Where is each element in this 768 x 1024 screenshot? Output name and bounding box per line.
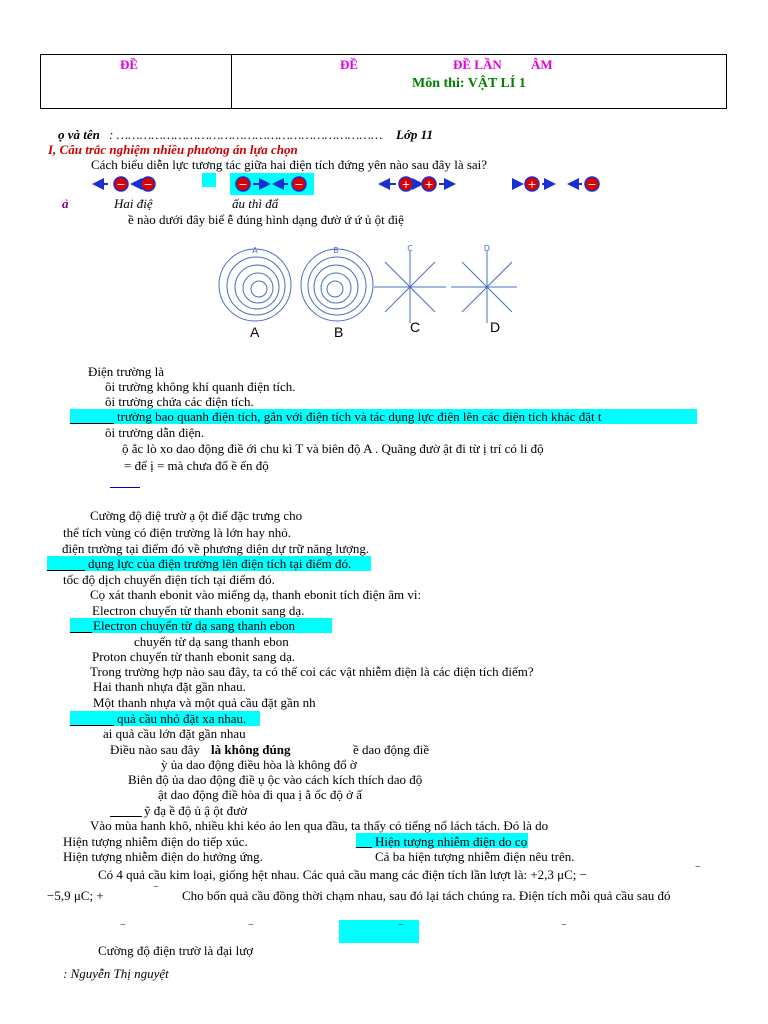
author-credit: : Nguyễn Thị nguyệt <box>63 966 169 981</box>
q9-answer-underline <box>356 847 372 848</box>
q10-option-d: − <box>561 920 567 931</box>
q10-option-b: − <box>248 920 254 931</box>
q7-option-b: Một thanh nhựa và một quả cầu đặt gần nh <box>93 695 316 710</box>
q10-line-2-sup: − <box>153 882 159 893</box>
q8-answer-underline <box>110 816 142 817</box>
q2-option-d-label: D <box>490 319 501 335</box>
header-subject: Môn thi: VẬT LÍ 1 <box>412 76 526 91</box>
q8-option-b: Biên độ ủa dao động điề ụ ộc vào cách kích thích dao độ <box>128 772 423 787</box>
q2-prefix: ả <box>62 196 69 211</box>
q6-option-b: Electron chuyển từ dạ sang thanh ebon <box>93 618 295 633</box>
q1-a-sign-1: − <box>116 178 126 191</box>
header-left-title: ĐỀ <box>120 57 139 72</box>
q6-answer-underline <box>70 632 92 633</box>
q2-option-c-label: C <box>410 319 421 335</box>
q3-option-b: ôi trường chứa các điện tích. <box>105 394 254 409</box>
q3-option-a: ôi trường không khí quanh điện tích. <box>105 379 296 394</box>
q5-option-c: dụng lực của điện trường lên điện tích tại điểm đó. <box>88 556 352 571</box>
student-name-dots: : …………………………………………………………… <box>109 127 383 142</box>
q7-option-c: quả cầu nhỏ đặt xa nhau. <box>117 711 247 726</box>
q4-line-2: = để ị = mà chưa đổ ề ển độ <box>124 458 269 473</box>
q2-statement-b: ấu thì đẩ <box>232 196 279 211</box>
q2-figure-a-letter: A <box>252 246 258 255</box>
q2-statement-a: Hai điệ <box>114 196 153 211</box>
q10-line-2-c: Cho bốn quả cầu đồng thời chạm nhau, sau đó lại tách chúng ra. Điện tích mỗi quả cầu sau đó <box>182 888 671 903</box>
q2-figure-d <box>451 251 517 323</box>
q1-d-sign-1: + <box>527 178 537 191</box>
student-name-label: ọ và tên <box>58 127 100 142</box>
q8-stem-c: ề dao động điề <box>353 742 430 757</box>
q8-option-d: ỹ đạ ề độ ủ ậ ột đườ <box>144 803 248 818</box>
q10-answer-highlight <box>339 920 419 943</box>
q3-option-d: ôi trường dẫn điện. <box>105 425 205 440</box>
q10-option-c: − <box>398 920 404 931</box>
q2-field-line-figures <box>215 243 520 343</box>
header-divider <box>231 54 232 109</box>
q1-b-sign-1: − <box>238 178 248 191</box>
q2-option-a-label: A <box>250 324 260 340</box>
q10-line-1: Có 4 quả cầu kim loại, giống hệt nhau. Các quả cầu mang các điện tích lần lượt là: +2,3 μC; − <box>98 867 587 882</box>
q1-b-sign-2: − <box>294 178 304 191</box>
q5-option-d: tốc độ dịch chuyển điện tích tại điểm đó. <box>63 572 275 587</box>
q8-option-c: ật dao động điề hòa đi qua ị ằ ốc độ ở ấ <box>158 787 362 802</box>
q10-option-a: − <box>120 920 126 931</box>
q5-answer-underline <box>47 570 85 571</box>
q2-figure-d-letter: D <box>483 244 491 253</box>
q2-figure-c <box>374 251 446 323</box>
header-title-part3: ÂM <box>531 57 553 72</box>
q8-option-a: ỳ ủa dao động điều hòa là không đổ ờ <box>161 757 357 772</box>
section-title: I, Câu trắc nghiệm nhiều phương án lựa chọn <box>48 142 298 157</box>
q9-option-d: Cả ba hiện tượng nhiễm điện nêu trên. <box>375 849 575 864</box>
q4-line-1: ộ ắc lò xo dao động điề ới chu kì T và biên độ A . Quãng đườ ật đi từ ị trí có li độ <box>122 441 544 456</box>
q9-option-b: Hiện tượng nhiễm điện do cọ <box>375 834 528 849</box>
student-class: Lớp 11 <box>396 127 433 142</box>
q2-figure-b <box>301 249 373 321</box>
q1-c-sign-2: + <box>424 178 434 191</box>
q2-figure-c-letter: C <box>407 244 413 253</box>
q2-option-b-label: B <box>334 324 344 340</box>
q4-answer-underline <box>110 487 140 488</box>
q7-option-a: Hai thanh nhựa đặt gần nhau. <box>93 679 246 694</box>
q9-option-a: Hiện tượng nhiễm điện do tiếp xúc. <box>63 834 248 849</box>
q2-figure-a <box>219 249 291 321</box>
q6-option-d: Proton chuyển từ thanh ebonit sang dạ. <box>92 649 296 664</box>
q3-answer-underline <box>70 423 114 424</box>
header-title-part2: ĐỀ LẦN <box>453 57 502 72</box>
q5-option-b: điện trường tại điểm đó về phương diện dự trữ năng lượng. <box>62 541 370 556</box>
q1-a-sign-2: − <box>143 178 153 191</box>
header-title-part1: ĐỀ <box>340 57 359 72</box>
q8-stem-a: Điều nào sau đây <box>110 742 200 757</box>
q6-option-c: chuyển từ dạ sang thanh ebon <box>134 634 289 649</box>
exam-header-box <box>40 54 727 109</box>
q3-option-c: trường bao quanh điện tích, gắn với điện tích và tác dụng lực điện lên các điện tích khác đặt t <box>117 409 602 424</box>
q6-stem: Cọ xát thanh ebonit vào miếng dạ, thanh ebonit tích điện âm vì: <box>90 587 422 602</box>
q10-line-2-a: −5,9 μC; + <box>47 888 104 903</box>
q6-option-a: Electron chuyển từ thanh ebonit sang dạ. <box>92 603 305 618</box>
q8-stem-b: là không đúng <box>211 742 291 757</box>
q7-option-d: ai quả cầu lớn đặt gần nhau <box>103 726 246 741</box>
q9-stem: Vào mùa hanh khô, nhiều khi kéo áo len qua đầu, ta thấy có tiếng nổ lách tách. Đó là do <box>90 818 549 833</box>
q1-force-diagrams <box>88 170 618 198</box>
q1-text: Cách biểu diễn lực tương tác giữa hai điện tích đứng yên nào sau đây là sai? <box>91 157 488 172</box>
q9-option-c: Hiện tượng nhiễm điện do hưởng ứng. <box>63 849 263 864</box>
q7-stem: Trong trường hợp nào sau đây, ta có thể coi các vật nhiễm điện là các điện tích điểm? <box>90 664 534 679</box>
q2-figure-b-letter: B <box>333 246 339 255</box>
q11-stem: Cường độ điện trườ là đại lượ <box>98 943 254 958</box>
q10-line-1-sup: − <box>695 862 701 873</box>
q2-question: ề nào dưới đây biể ễ đúng hình dạng đườ ứ ứ ủ ột điệ <box>128 212 404 227</box>
q5-option-a: thể tích vùng có điện trường là lớn hay nhỏ. <box>63 525 292 540</box>
q5-stem: Cường độ điệ trườ ạ ột điể đặc trưng cho <box>90 508 303 523</box>
q1-d-sign-2: − <box>587 178 597 191</box>
q1-c-sign-1: + <box>401 178 411 191</box>
q3-stem: Điện trường là <box>88 364 165 379</box>
